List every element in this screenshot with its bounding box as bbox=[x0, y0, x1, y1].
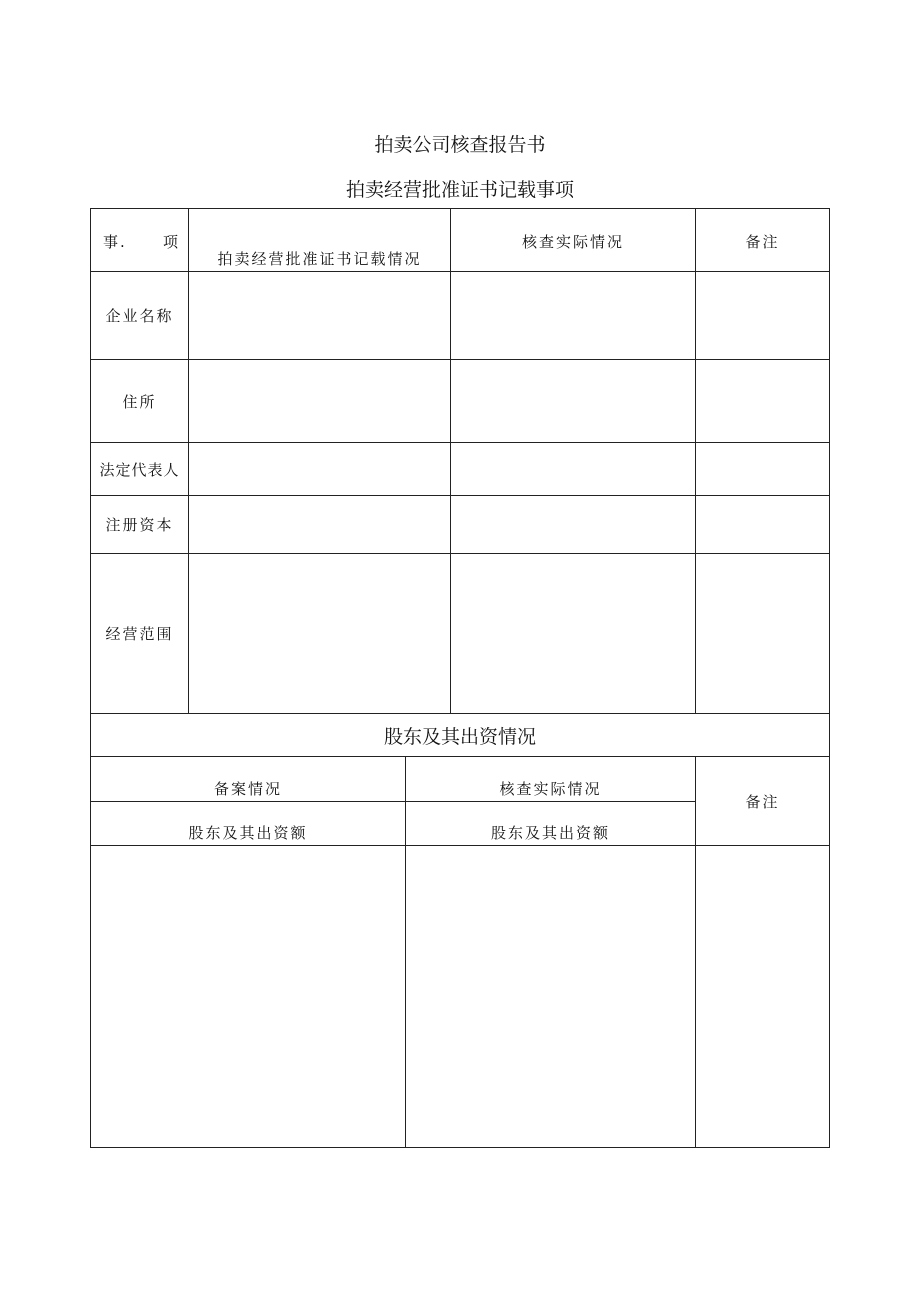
row-label-business-scope: 经营范围 bbox=[105, 625, 174, 643]
filed-header: 备案情况 bbox=[213, 780, 282, 798]
legal-rep-actual-cell[interactable] bbox=[451, 443, 695, 495]
address-remark-cell[interactable] bbox=[696, 360, 829, 442]
header-actual bbox=[451, 209, 695, 271]
capital-remark-cell[interactable] bbox=[696, 496, 829, 553]
row-label-legal-representative: 法定代表人 bbox=[99, 460, 180, 479]
address-recorded-cell[interactable] bbox=[189, 360, 450, 442]
company-name-actual-cell[interactable] bbox=[451, 272, 695, 359]
row-label-registered-capital: 注册资本 bbox=[105, 516, 174, 534]
capital-recorded-cell[interactable] bbox=[189, 496, 450, 553]
filed-subheader: 股东及其出资额 bbox=[188, 824, 308, 842]
header-item-left: 事. bbox=[103, 233, 127, 251]
header-remark bbox=[696, 209, 829, 271]
actual-subheader: 股东及其出资额 bbox=[490, 824, 610, 842]
document-title: 拍卖公司核查报告书 bbox=[374, 134, 546, 156]
header-recorded bbox=[189, 209, 450, 271]
header-recorded-text: 拍卖经营批准证书记载情况 bbox=[217, 250, 422, 268]
scope-remark-cell[interactable] bbox=[696, 554, 829, 713]
table-rule bbox=[90, 1147, 830, 1148]
shareholder-actual-cell[interactable] bbox=[406, 846, 695, 1147]
capital-actual-cell[interactable] bbox=[451, 496, 695, 553]
header-item-label bbox=[91, 209, 188, 271]
row-label-company-name: 企业名称 bbox=[105, 307, 174, 325]
shareholder-remark-cell[interactable] bbox=[696, 846, 829, 1147]
document-subtitle: 拍卖经营批准证书记载事项 bbox=[345, 179, 574, 201]
legal-rep-recorded-cell[interactable] bbox=[189, 443, 450, 495]
shareholder-filed-cell[interactable] bbox=[91, 846, 405, 1147]
header-item-right: 项 bbox=[163, 233, 181, 251]
shareholder-remark-header: 备注 bbox=[745, 792, 780, 811]
header-actual-text: 核查实际情况 bbox=[521, 233, 624, 251]
table-border-right bbox=[829, 208, 830, 1148]
company-name-remark-cell[interactable] bbox=[696, 272, 829, 359]
address-actual-cell[interactable] bbox=[451, 360, 695, 442]
shareholder-section-title: 股东及其出资情况 bbox=[383, 725, 536, 748]
header-remark-text: 备注 bbox=[745, 233, 780, 251]
actual-header: 核查实际情况 bbox=[499, 780, 602, 798]
company-name-recorded-cell[interactable] bbox=[189, 272, 450, 359]
legal-rep-remark-cell[interactable] bbox=[696, 443, 829, 495]
row-label-address: 住所 bbox=[122, 392, 157, 411]
scope-recorded-cell[interactable] bbox=[189, 554, 450, 713]
scope-actual-cell[interactable] bbox=[451, 554, 695, 713]
